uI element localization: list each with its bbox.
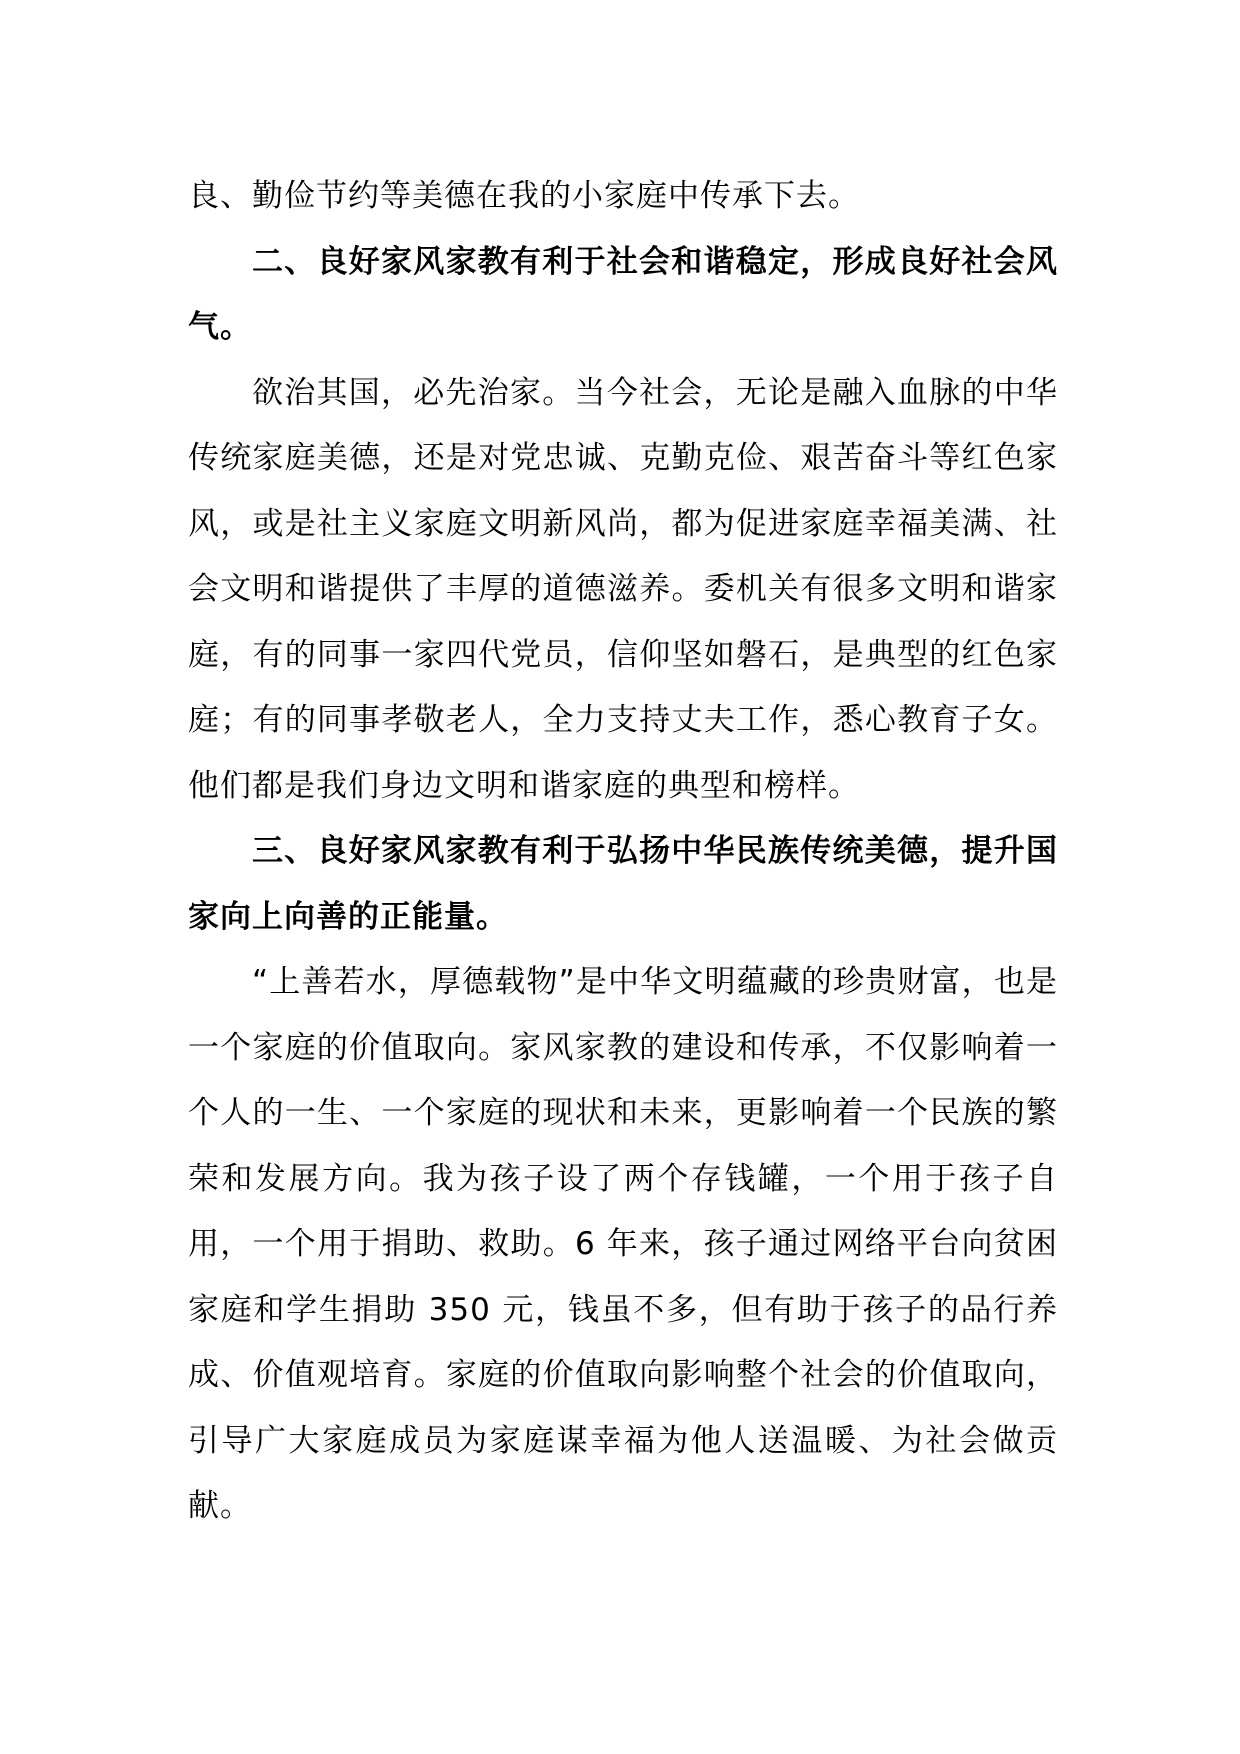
paragraph-body: 欲治其国，必先治家。当今社会，无论是融入血脉的中华传统家庭美德，还是对党忠诚、克勤克俭、艰苦奋斗等红色家风，或是社主义家庭文明新风尚，都为促进家庭幸福美满、社会文明和谐提供了丰厚的道德滋养。委机关有很多文明和谐家庭，有的同事一家四代党员，信仰坚如磐石，是典型的红色家庭；有的同事孝敬老人，全力支持丈夫工作，悉心教育子女。他们都是我们身边文明和谐家庭的典型和榜样。: [188, 374, 1058, 804]
document-body: [188, 164, 1058, 1540]
paragraph-continued: 良、勤俭节约等美德在我的小家庭中传承下去。: [188, 178, 860, 214]
paragraph-body: “上善若水，厚德载物”是中华文明蕴藏的珍贵财富，也是一个家庭的价值取向。家风家教的建设和传承，不仅影响着一个人的一生、一个家庭的现状和未来，更影响着一个民族的繁荣和发展方向。我为孩子设了两个存钱罐，一个用于孩子自用，一个用于捐助、救助。6 年来，孩子通过网络平台向贫困家庭和学生捐助 350 元，钱虽不多，但有助于孩子的品行养成、价值观培育。家庭的价值取向影响整个社会的价值取向，引导广大家庭成员为家庭谋幸福为他人送温暖、为社会做贡献。: [188, 964, 1058, 1524]
section-heading-3: 三、良好家风家教有利于弘扬中华民族传统美德，提升国家向上向善的正能量。: [188, 833, 1058, 935]
section-heading-2: 二、良好家风家教有利于社会和谐稳定，形成良好社会风气。: [188, 243, 1058, 345]
